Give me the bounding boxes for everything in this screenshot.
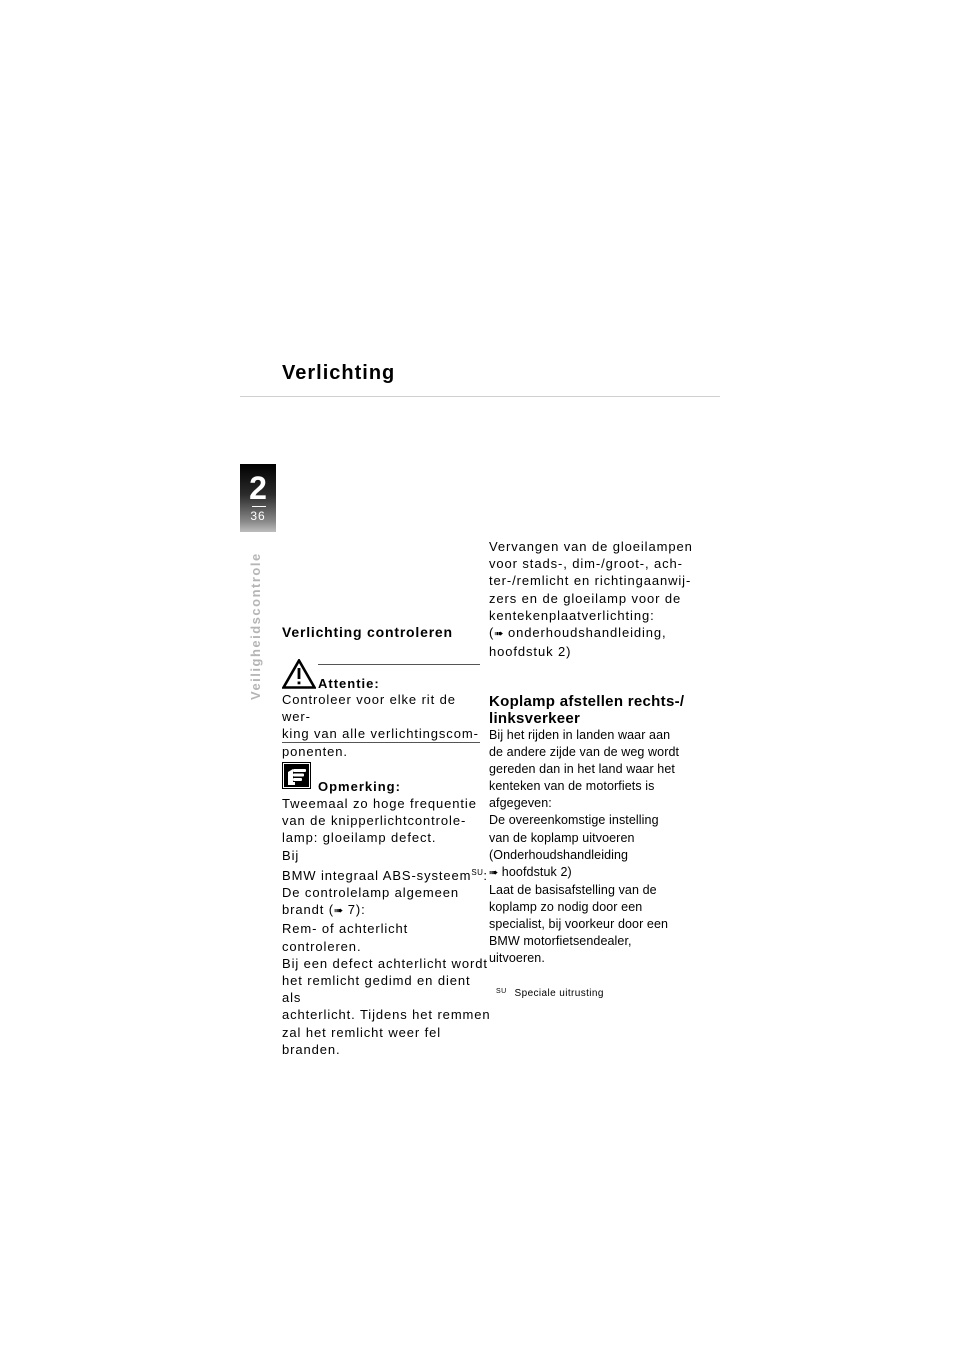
note-text xyxy=(282,795,492,1058)
footnote-marker: SU xyxy=(496,988,507,995)
su-marker: SU xyxy=(471,867,484,877)
arrow-right-icon: ➠ xyxy=(489,866,499,879)
footnote-text: Speciale uitrusting xyxy=(514,988,604,999)
attention-bottom-rule xyxy=(282,742,480,743)
note-text-part2: De controlelamp algemeen brandt ( xyxy=(282,885,459,918)
note-label: Opmerking: xyxy=(318,779,401,794)
note-colon: : xyxy=(483,867,488,883)
koplamp-text xyxy=(489,727,704,967)
section-heading-koplamp-afstellen: Koplamp afstellen rechts-/ linksverkeer xyxy=(489,693,685,727)
bulb-replacement-text xyxy=(489,538,701,660)
bulb-replacement-body: Vervangen van de gloeilampen voor stads-, dim-/groot-, ach- ter-/remlicht en richtingaanwij- zers en de gloeilamp voor de kentekenplaatverlichting: ( xyxy=(489,539,693,641)
chapter-number: 2 xyxy=(249,470,267,506)
note-hand-icon xyxy=(282,762,311,789)
koplamp-text-part1: Bij het rijden in landen waar aan de andere zijde van de weg wordt gereden dan in het land waar het kenteken van de motorfiets is afgegeven: De overeenkomstige instelling van de koplamp uitvoeren (Onderhoudshandleiding xyxy=(489,728,680,862)
attention-text: Controleer voor elke rit de wer- king van alle verlichtingscom- ponenten. xyxy=(282,692,479,759)
page-title: Verlichting xyxy=(282,362,396,384)
side-chapter-label-text: Veiligheidscontrole xyxy=(248,552,263,700)
attention-label: Attentie: xyxy=(318,676,380,691)
side-chapter-label xyxy=(248,550,266,700)
page-number: 36 xyxy=(250,509,266,523)
note-page-reference: 7): xyxy=(347,902,366,918)
koplamp-reference: hoofdstuk 2) xyxy=(501,864,572,879)
bulb-replacement-reference: onderhoudshandleiding, hoofdstuk 2) xyxy=(489,625,667,660)
arrow-right-icon: ➠ xyxy=(494,628,504,641)
note-text-part3: Rem- of achterlicht controleren. Bij een defect achterlicht wordt het remlicht gedimd en dient als achterlicht. Tijdens het remmen zal het remlicht weer fel branden. xyxy=(282,921,491,1057)
section-heading-verlichting-controleren: Verlichting controleren xyxy=(282,624,453,640)
warning-triangle-icon xyxy=(282,659,316,689)
footnote xyxy=(496,988,604,999)
arrow-right-icon: ➠ xyxy=(334,905,344,918)
note-text-part1: Tweemaal zo hoge frequentie van de knipperlichtcontrole- lamp: gloeilamp defect. Bij BMW integraal ABS-systeem xyxy=(282,796,477,883)
attention-top-rule xyxy=(318,664,480,665)
chapter-divider xyxy=(252,506,266,507)
title-divider xyxy=(240,396,720,397)
koplamp-text-part2: Laat de basisafstelling van de koplamp zo nodig door een specialist, bij voorkeur door een BMW motorfietsendealer, uitvoeren. xyxy=(489,882,669,966)
